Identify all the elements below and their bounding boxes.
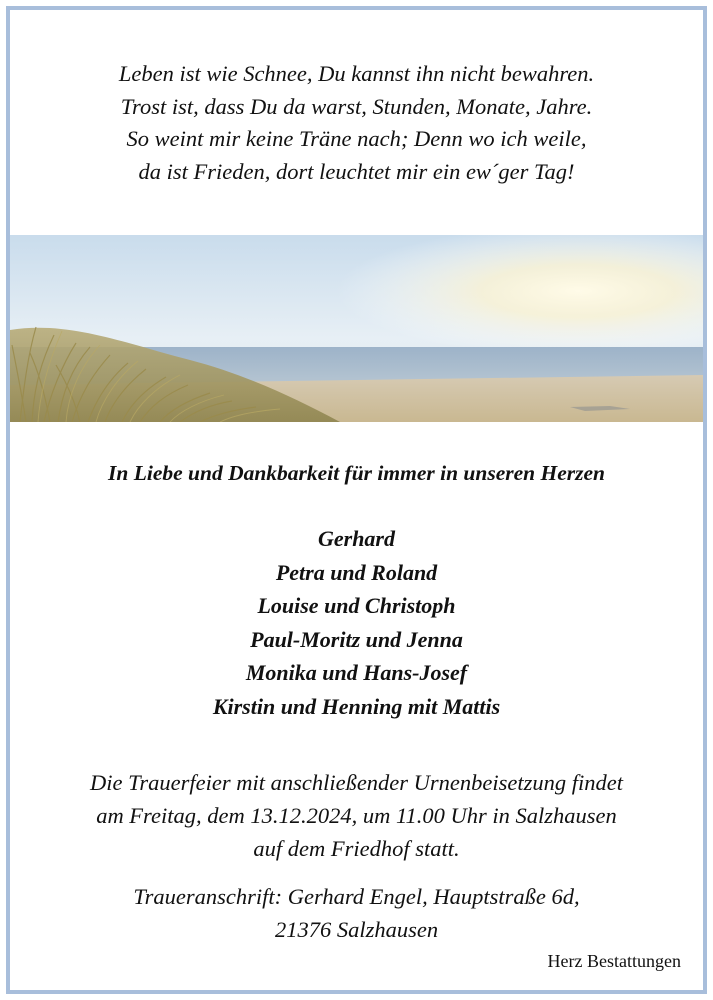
poem-line: Leben ist wie Schnee, Du kannst ihn nicht bewahren. — [118, 61, 595, 86]
address-line: Traueranschrift: Gerhard Engel, Hauptstraße 6d, — [133, 884, 580, 909]
service-line: auf dem Friedhof statt. — [253, 836, 460, 861]
mourner: Louise und Christoph — [257, 593, 456, 618]
poem-line: Trost ist, dass Du da warst, Stunden, Monate, Jahre. — [120, 93, 593, 119]
mourner: Petra und Roland — [275, 559, 438, 585]
undertaker-name: Herz Bestattungen — [547, 951, 681, 971]
beach-banner — [10, 235, 703, 422]
poem-line: da ist Frieden, dort leuchtet mir ein ew´ger Tag! — [138, 158, 575, 184]
mourners-list — [0, 522, 713, 723]
beach-dunes-image — [10, 235, 703, 422]
poem — [0, 58, 713, 188]
mourner: Gerhard — [317, 526, 395, 551]
poem-line: So weint mir keine Träne nach; Denn wo ich weile, — [126, 126, 587, 151]
mourner: Kirstin und Henning mit Mattis — [212, 693, 501, 719]
mourning-address — [0, 880, 713, 946]
address-line: 21376 Salzhausen — [274, 917, 439, 942]
service-line: Die Trauerfeier mit anschließender Urnenbeisetzung findet — [89, 770, 624, 795]
dedication: In Liebe und Dankbarkeit für immer in unseren Herzen — [108, 461, 605, 485]
service-line: am Freitag, dem 13.12.2024, um 11.00 Uhr in Salzhausen — [96, 803, 617, 828]
mourner: Paul-Moritz und Jenna — [250, 626, 463, 652]
funeral-service-info — [0, 766, 713, 865]
mourner: Monika und Hans-Josef — [245, 660, 468, 685]
